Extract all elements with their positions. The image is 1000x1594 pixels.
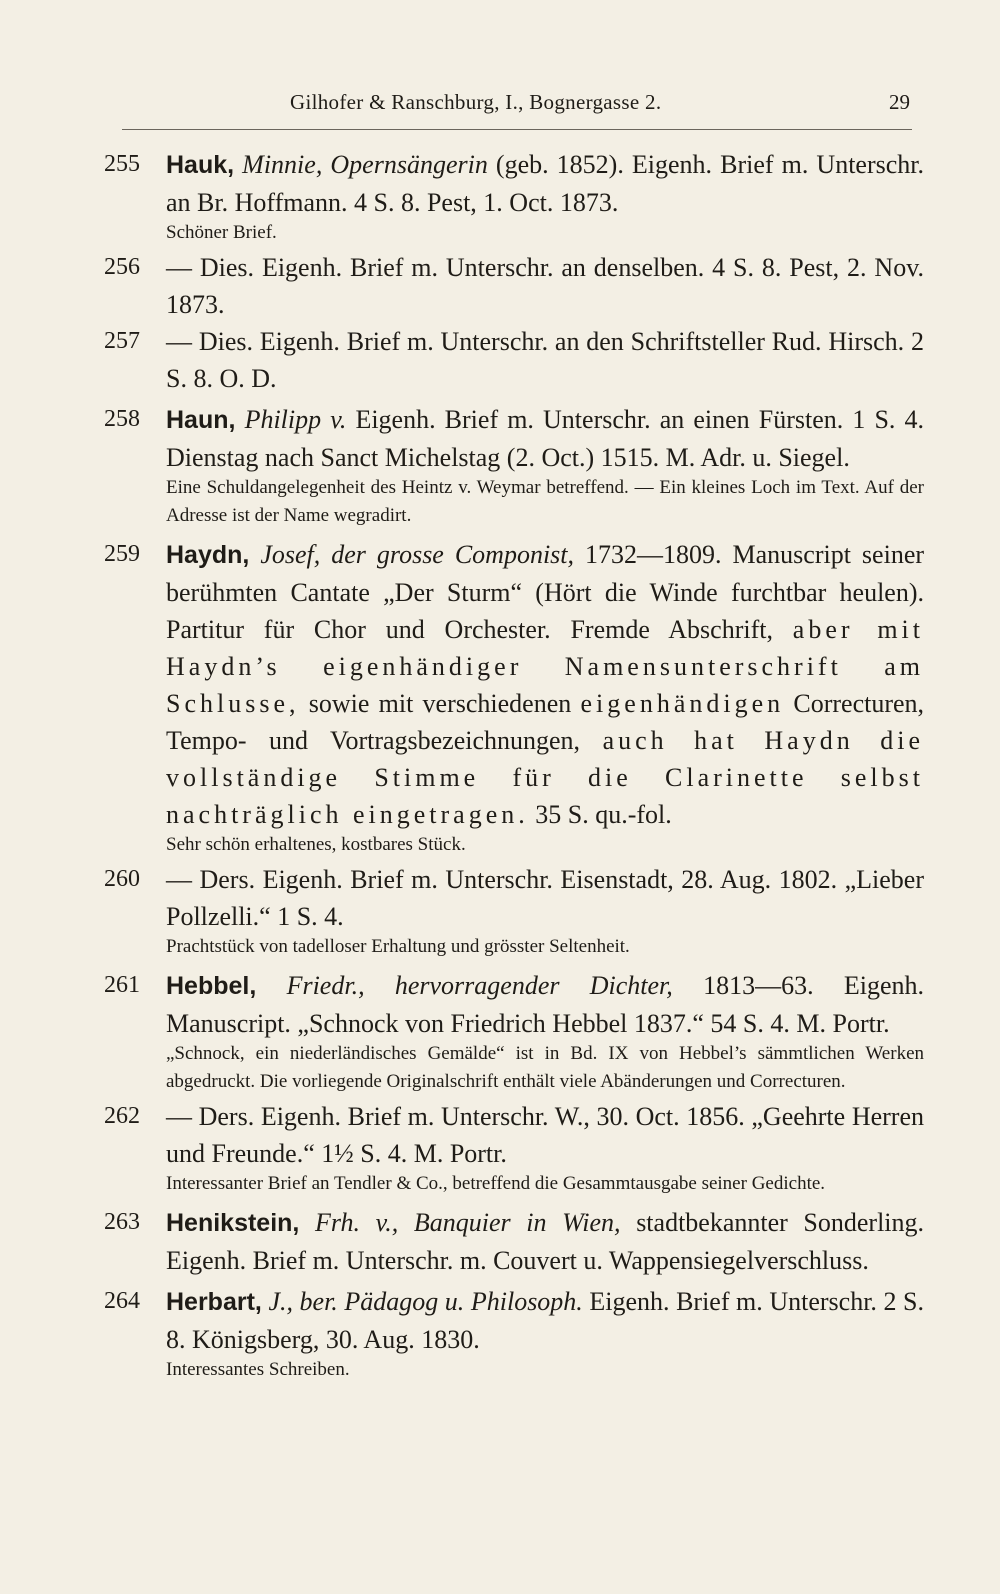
entry-text: Eigenh. Brief m. Unterschr. 2 S. 8. Königsberg, 30. Aug. 1830. [166,1287,924,1354]
entry-number: 261 [104,972,140,998]
entry-256 [104,249,924,323]
entry-number: 256 [104,254,140,280]
entry-259 [104,536,924,859]
entry-text: — Ders. Eigenh. Brief m. Unterschr. W., 30. Oct. 1856. „Geehrte Herren und Freunde.“ 1½ S. 4. M. Portr. [166,1102,924,1168]
entry-note: Prachtstück von tadelloser Erhaltung und grösster Seltenheit. [166,936,630,957]
entry-desc: Josef, der grosse Componist, [260,540,575,569]
entry-text: sowie mit verschiedenen [308,689,572,718]
entry-text: 1813—63. Eigenh. Manuscript. „Schnock von Friedrich Hebbel 1837.“ 54 S. 4. M. Portr. [166,971,924,1038]
entry-note: Interessanter Brief an Tendler & Co., betreffend die Gesammtausgabe seiner Gedichte. [166,1173,826,1194]
entry-note: Interessantes Schreiben. [166,1359,350,1380]
entry-number: 255 [104,151,140,177]
entry-number: 262 [104,1103,140,1129]
entry-text: Correcturen, Tempo- und Vortragsbezeichnungen, [166,689,925,755]
entry-text: — Dies. Eigenh. Brief m. Unterschr. an denselben. 4 S. 8. Pest, 2. Nov. 1873. [166,253,924,319]
entry-head: Haun, [166,406,236,434]
entry-desc: Philipp v. [244,405,347,434]
entry-list [104,146,924,1386]
running-head [130,86,910,118]
entry-258 [104,401,924,530]
entry-257 [104,323,924,397]
entry-spaced-text: auch hat Haydn die vollständige Stimme für die Clarinette selbst nachträglich eingetragen. [166,726,924,829]
entry-desc: Minnie, Opernsängerin [242,150,488,179]
entry-head: Herbart, [166,1288,262,1316]
entry-number: 257 [104,328,140,354]
entry-note: Schöner Brief. [166,222,277,243]
entry-desc: J., ber. Pädagog u. Philosoph. [268,1287,583,1316]
entry-text: Eigenh. Brief m. Unterschr. an einen Fürsten. 1 S. 4. Dienstag nach Sanct Michelstag (2. Oct.) 1515. M. Adr. u. Siegel. [166,405,925,472]
entry-260 [104,861,924,961]
entry-263 [104,1204,924,1279]
entry-note: Eine Schuldangelegenheit des Heintz v. Weymar betreffend. — Ein kleines Loch im Text. Auf der Adresse ist der Name wegradirt. [166,477,924,526]
entry-text: 35 S. qu.-fol. [535,800,672,829]
entry-264 [104,1283,924,1384]
entry-note: Sehr schön erhaltenes, kostbares Stück. [166,834,466,855]
entry-text: — Dies. Eigenh. Brief m. Unterschr. an den Schriftsteller Rud. Hirsch. 2 S. 8. O. D. [166,327,924,393]
entry-number: 263 [104,1209,140,1235]
entry-261 [104,967,924,1096]
entry-spaced-text: aber mit Haydn’s eigenhändiger Namensunterschrift am Schlusse, [166,615,924,718]
entry-number: 259 [104,541,140,567]
entry-desc: Friedr., hervorragender Dichter, [286,971,673,1000]
running-head-title: Gilhofer & Ranschburg, I., Bognergasse 2. [290,90,662,114]
entry-262 [104,1098,924,1198]
entry-number: 260 [104,866,140,892]
page-number: 29 [889,90,910,114]
entry-255 [104,146,924,247]
entry-number: 258 [104,406,140,432]
entry-head: Haydn, [166,541,250,569]
entry-text: stadtbekannter Sonderling. Eigenh. Brief m. Unterschr. m. Couvert u. Wappensiegelverschluss. [166,1208,925,1275]
entry-text: 1732—1809. Manuscript seiner berühmten Cantate „Der Sturm“ (Hört die Winde furchtbar heulen). Partitur für Chor und Orchester. Fremde Abschrift, [166,540,925,644]
entry-head: Henikstein, [166,1209,300,1237]
entry-text: — Ders. Eigenh. Brief m. Unterschr. Eisenstadt, 28. Aug. 1802. „Lieber Pollzelli.“ 1 S. 4. [166,865,924,931]
entry-text: (geb. 1852). Eigenh. Brief m. Unterschr. an Br. Hoffmann. 4 S. 8. Pest, 1. Oct. 1873. [166,150,924,217]
entry-desc: Frh. v., Banquier in Wien, [315,1208,621,1237]
entry-head: Hebbel, [166,972,257,1000]
header-rule [122,129,912,130]
entry-head: Hauk, [166,151,235,179]
entry-spaced-text: eigenhändigen [580,689,785,718]
entry-number: 264 [104,1288,140,1314]
entry-note: „Schnock, ein niederländisches Gemälde“ ist in Bd. IX von Hebbel’s sämmtlichen Werken abgedruckt. Die vorliegende Originalschrift enthält viele Abänderungen und Correcturen. [166,1043,924,1092]
